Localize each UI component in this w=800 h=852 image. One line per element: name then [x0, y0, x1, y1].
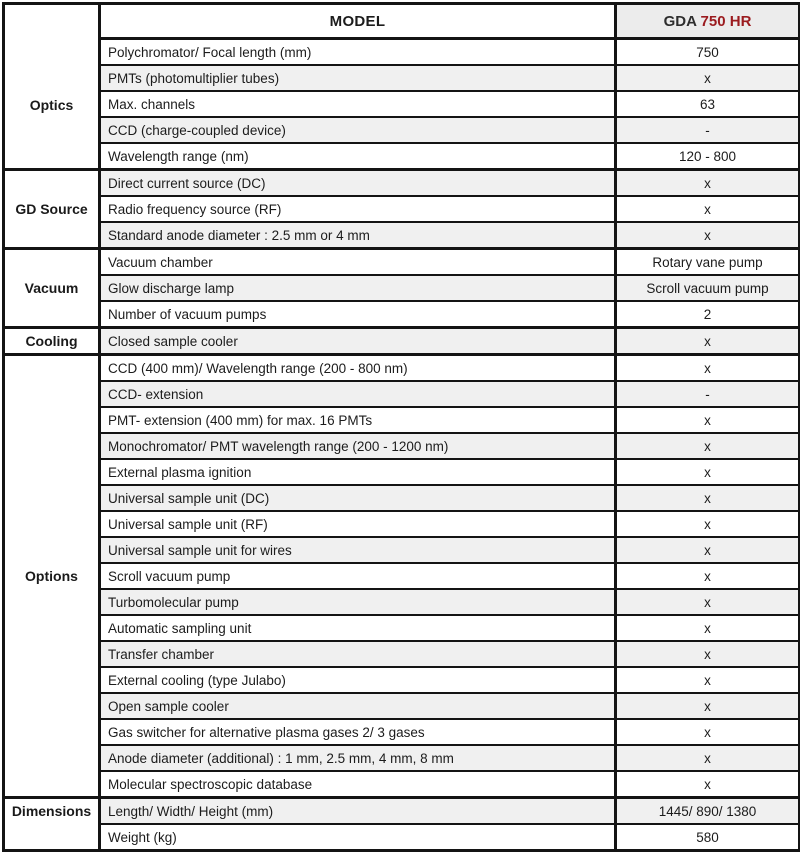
- spec-row: [4, 355, 800, 382]
- attribute-cell: Open sample cooler: [100, 693, 616, 719]
- attribute-cell: CCD- extension: [100, 381, 616, 407]
- value-cell: x: [616, 433, 800, 459]
- value-cell: 1445/ 890/ 1380: [616, 798, 800, 825]
- attribute-cell: CCD (charge-coupled device): [100, 117, 616, 143]
- spec-row: [4, 301, 800, 328]
- model-header-row: [4, 4, 800, 39]
- model-column-header: MODEL: [100, 4, 616, 39]
- spec-row: [4, 771, 800, 798]
- attribute-cell: Closed sample cooler: [100, 328, 616, 355]
- section-options: [4, 355, 800, 798]
- spec-row: [4, 170, 800, 197]
- category-cell-optics: Optics: [4, 4, 100, 170]
- value-cell: -: [616, 381, 800, 407]
- spec-row: [4, 65, 800, 91]
- attribute-cell: Glow discharge lamp: [100, 275, 616, 301]
- attribute-cell: Automatic sampling unit: [100, 615, 616, 641]
- category-cell-cooling: Cooling: [4, 328, 100, 355]
- attribute-cell: External plasma ignition: [100, 459, 616, 485]
- spec-row: [4, 196, 800, 222]
- attribute-cell: Length/ Width/ Height (mm): [100, 798, 616, 825]
- model-value-header: [616, 4, 800, 39]
- spec-row: [4, 117, 800, 143]
- spec-row: [4, 433, 800, 459]
- spec-row: [4, 824, 800, 851]
- section-vacuum: [4, 249, 800, 328]
- value-cell: Scroll vacuum pump: [616, 275, 800, 301]
- attribute-cell: Universal sample unit for wires: [100, 537, 616, 563]
- attribute-cell: Polychromator/ Focal length (mm): [100, 39, 616, 66]
- spec-row: [4, 589, 800, 615]
- attribute-cell: Universal sample unit (DC): [100, 485, 616, 511]
- value-cell: x: [616, 641, 800, 667]
- value-cell: x: [616, 537, 800, 563]
- spec-row: [4, 615, 800, 641]
- attribute-cell: Vacuum chamber: [100, 249, 616, 276]
- value-cell: x: [616, 745, 800, 771]
- spec-row: [4, 328, 800, 355]
- attribute-cell: Max. channels: [100, 91, 616, 117]
- attribute-cell: Direct current source (DC): [100, 170, 616, 197]
- attribute-cell: Scroll vacuum pump: [100, 563, 616, 589]
- value-cell: x: [616, 589, 800, 615]
- spec-row: [4, 459, 800, 485]
- model-name-highlight: 750 HR: [700, 12, 752, 30]
- spec-row: [4, 143, 800, 170]
- spec-row: [4, 275, 800, 301]
- category-cell-vacuum: Vacuum: [4, 249, 100, 328]
- spec-row: [4, 563, 800, 589]
- value-cell: x: [616, 563, 800, 589]
- category-cell-dimensions: Dimensions: [4, 798, 100, 851]
- value-cell: x: [616, 667, 800, 693]
- attribute-cell: Transfer chamber: [100, 641, 616, 667]
- value-cell: x: [616, 407, 800, 433]
- value-cell: x: [616, 196, 800, 222]
- spec-row: [4, 745, 800, 771]
- section-dimensions: [4, 798, 800, 851]
- spec-row: [4, 381, 800, 407]
- value-cell: x: [616, 170, 800, 197]
- attribute-cell: Gas switcher for alternative plasma gases 2/ 3 gases: [100, 719, 616, 745]
- value-cell: 120 - 800: [616, 143, 800, 170]
- value-cell: x: [616, 485, 800, 511]
- value-cell: x: [616, 65, 800, 91]
- spec-row: [4, 91, 800, 117]
- value-cell: Rotary vane pump: [616, 249, 800, 276]
- attribute-cell: Number of vacuum pumps: [100, 301, 616, 328]
- spec-row: [4, 249, 800, 276]
- attribute-cell: Anode diameter (additional) : 1 mm, 2.5 mm, 4 mm, 8 mm: [100, 745, 616, 771]
- attribute-cell: Turbomolecular pump: [100, 589, 616, 615]
- attribute-cell: CCD (400 mm)/ Wavelength range (200 - 800 nm): [100, 355, 616, 382]
- spec-row: [4, 693, 800, 719]
- model-name-prefix: GDA: [663, 12, 697, 30]
- value-cell: 580: [616, 824, 800, 851]
- value-cell: x: [616, 459, 800, 485]
- attribute-cell: PMTs (photomultiplier tubes): [100, 65, 616, 91]
- attribute-cell: Universal sample unit (RF): [100, 511, 616, 537]
- attribute-cell: PMT- extension (400 mm) for max. 16 PMTs: [100, 407, 616, 433]
- spec-row: [4, 407, 800, 433]
- spec-row: [4, 222, 800, 249]
- value-cell: x: [616, 615, 800, 641]
- attribute-cell: Weight (kg): [100, 824, 616, 851]
- spec-table: [2, 2, 800, 852]
- section-optics: [4, 4, 800, 170]
- value-cell: -: [616, 117, 800, 143]
- attribute-cell: External cooling (type Julabo): [100, 667, 616, 693]
- value-cell: x: [616, 771, 800, 798]
- section-cooling: [4, 328, 800, 355]
- value-cell: 63: [616, 91, 800, 117]
- value-cell: x: [616, 328, 800, 355]
- spec-row: [4, 798, 800, 825]
- spec-row: [4, 485, 800, 511]
- value-cell: 750: [616, 39, 800, 66]
- value-cell: x: [616, 222, 800, 249]
- attribute-cell: Standard anode diameter : 2.5 mm or 4 mm: [100, 222, 616, 249]
- value-cell: x: [616, 719, 800, 745]
- attribute-cell: Radio frequency source (RF): [100, 196, 616, 222]
- spec-row: [4, 537, 800, 563]
- attribute-cell: Monochromator/ PMT wavelength range (200 - 1200 nm): [100, 433, 616, 459]
- category-cell-gd-source: GD Source: [4, 170, 100, 249]
- value-cell: x: [616, 693, 800, 719]
- spec-row: [4, 641, 800, 667]
- attribute-cell: Wavelength range (nm): [100, 143, 616, 170]
- spec-row: [4, 511, 800, 537]
- attribute-cell: Molecular spectroscopic database: [100, 771, 616, 798]
- value-cell: x: [616, 355, 800, 382]
- value-cell: 2: [616, 301, 800, 328]
- value-cell: x: [616, 511, 800, 537]
- spec-row: [4, 719, 800, 745]
- spec-row: [4, 39, 800, 66]
- category-cell-options: Options: [4, 355, 100, 798]
- section-gd-source: [4, 170, 800, 249]
- spec-row: [4, 667, 800, 693]
